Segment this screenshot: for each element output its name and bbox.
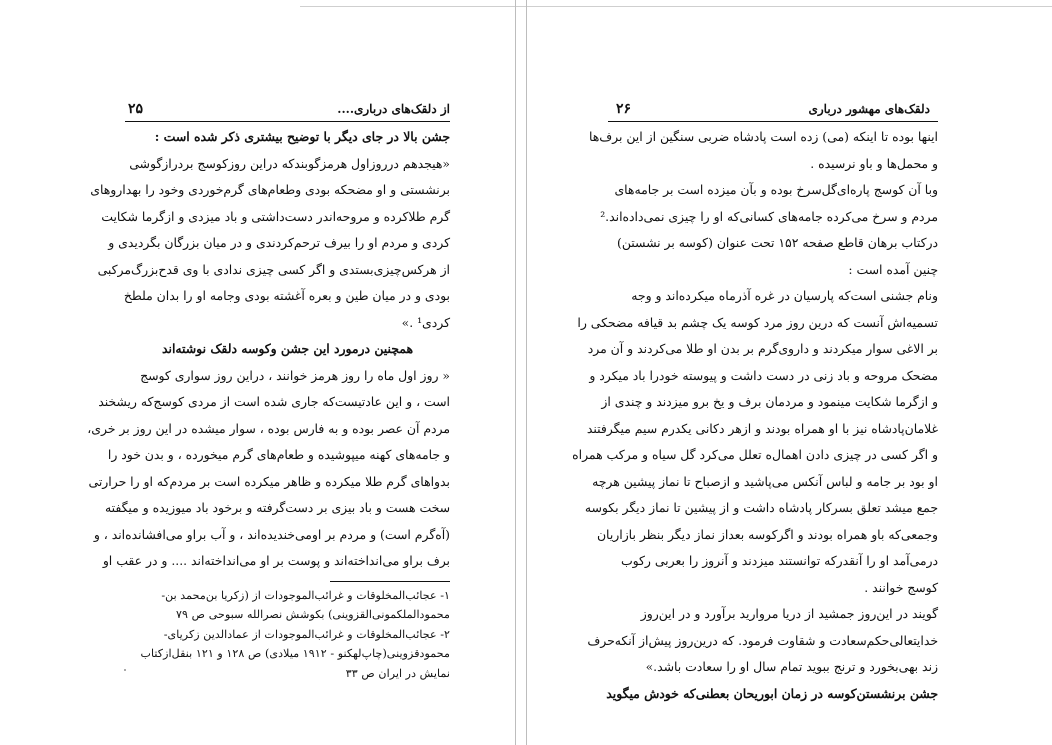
text-line: مردم آن عصر بوده و به فارس بوده ، سوار میشده در این روز بر خری، — [87, 420, 450, 436]
text-line: وبا آن کوسج پاره‌ای‌گل‌سرخ بوده و بآن میزده است بر جامه‌های — [614, 182, 938, 197]
header-title: دلقک‌های مهشور درباری — [808, 102, 930, 116]
text-line: او بود بر جامه و لباس آنکس می‌پاشید و ازصباح تا نماز پیشین هرچه — [592, 473, 938, 489]
footnote-line: محمودالملکمونی‌القزوینی) بکوشش نصرالله سبوحی ص ۷۹ — [176, 608, 450, 621]
text-line: غلامان‌پادشاه نیز با او همراه بودند و ازهر دکانی یکدرم سیم میگرفتند — [586, 420, 938, 436]
text-line: (آه‌گرم است) و مردم بر اومی‌خندیده‌اند ، و آب براو می‌افشانده‌اند ، و — [93, 526, 450, 542]
text-line: است ، و این عادتیست‌که جاری شده است از مردی کوسج‌که ریشخند — [98, 394, 450, 409]
header-title: از دلقک‌های درباری.... — [337, 102, 450, 116]
text-line: و جامه‌های کهنه میپوشیده و طعام‌های گرم میخورده ، و بدن خود را — [107, 447, 450, 462]
spine-line-right — [526, 0, 527, 745]
footnote-line: ۱- عجائب‌المخلوقات و غرائب‌الموجودات از (زکریا بن‌محمد بن- — [161, 588, 450, 602]
text-line: همچنین درمورد این جشن وکوسه دلقک نوشته‌اند — [162, 341, 413, 356]
text-line: کوسج خوانند . — [864, 579, 938, 595]
text-line: درمی‌آمد او را آنقدرکه توانستند میزدند و آنروز را بعربی رکوب — [620, 553, 938, 568]
footnote-rule — [330, 581, 450, 582]
text-line: چنین آمده است : — [848, 261, 938, 277]
text-line: برنشستی و او مضحکه بودی وطعام‌های گرم‌خوردی وخود را بهداروهای — [90, 182, 450, 197]
text-line: و محمل‌ها و باو نرسیده . — [810, 155, 938, 171]
text-line: جشن برنشستن‌کوسه در زمان ابوریحان بعطنی‌که خودش میگوید — [606, 685, 938, 701]
text-line: مضحک مروحه و باد زنی در دست داشت و پیوسته خودرا باد میکرد و — [589, 367, 938, 383]
scan-speck — [124, 669, 126, 671]
text-line: اینها بوده تا اینکه (می) زده است پادشاه ضربی سنگین از این برف‌ها — [588, 129, 938, 144]
footnote-line: محمودقزوینی(چاپ‌لهکنو - ۱۹۱۲ میلادی) ص ۱۲۸ و ۱۲۱ بنقل‌ازکتاب — [140, 647, 450, 660]
page-number: ۲۶ — [616, 101, 632, 117]
text-line: و ازگرما شکایت مینمود و مردمان برف و یخ برو میزدند و چندی از — [601, 394, 938, 409]
text-line: خدایتعالی‌حکم‌سعادت و شقاوت فرمود. که درین‌روز پیش‌از آنکه‌حرف — [587, 632, 938, 648]
text-line: زند بهی‌بخورد و ترنج ببوید تمام سال او را سعادت باشد.» — [645, 659, 938, 674]
left-page — [87, 0, 450, 745]
text-line: جمع میشد تعلق بسرکار پادشاه داشت و از پیشین تا نماز دیگر بکوسه — [584, 500, 938, 515]
body-text — [87, 124, 450, 683]
text-line: و اگر کسی در چیزی دادن اهمال‌ه تعلل می‌کرد گل سیاه و مرکب همراه — [572, 447, 938, 462]
spine-line-left — [515, 0, 516, 745]
text-line: «هیجدهم درروزاول هرمزگوبندکه دراین روزکوسج بردرازگوشی — [129, 155, 450, 171]
footnote-line: نمایش در ایران ص ۳۳ — [345, 666, 450, 680]
text-line: سخت هست و باد بیزی بر دست‌گرفته و برخود باد میوزیده و میگفته — [104, 500, 450, 515]
text-line: از هرکس‌چیزی‌بستدی و اگر کسی چیزی ندادی با وی قدح‌بزرگ‌مرکبی — [97, 261, 450, 277]
text-line: درکتاب برهان قاطع صفحه ۱۵۲ تحت عنوان (کوسه بر نشستن) — [617, 235, 938, 250]
text-line: گرم طلاکرده و مروحه‌اندر دست‌داشتی و باد میزدی و ازگرما شکایت — [101, 208, 450, 224]
text-line: « روز اول ماه را روز هرمز خوانند ، دراین روز سواری کوسج — [140, 367, 450, 383]
text-line: بدواهای گرم طلا میکرده و ظاهر میکرده است بر مردم‌که او را حرارتی — [88, 473, 450, 489]
text-line: تسمیه‌اش آنست که درین روز مرد کوسه یک چشم بد قیافه مضحکی را — [577, 314, 938, 330]
text-line: بودی و در میان طین و بعره آغشته بودی وجامه او را بدان ملطخ — [123, 288, 450, 303]
text-line: بر الاغی سوار میکردند و داروی‌گرم بر بدن او طلا می‌کردند و آن مرد — [587, 341, 938, 356]
footnote-line: ۲- عجائب‌المخلوقات و غرائب‌الموجودات از عمادالدین زکریای- — [163, 627, 450, 641]
text-line: گویند در این‌روز جمشید از دریا مروارید برآورد و در این‌روز — [640, 606, 938, 621]
text-line: کردی و مردم او را بیرف ترحم‌کردندی و در میان بزرگان بگردیدی و — [108, 235, 450, 250]
text-line: مردم و سرخ می‌کرده جامه‌های کسانی‌که او را چیزی نمی‌داده‌اند.² — [600, 208, 938, 224]
running-header — [125, 101, 450, 122]
text-line: وجمعی‌که باو همراه بودند و اگرکوسه بعداز نماز دیگر بنظر بازاریان — [596, 526, 938, 542]
body-text — [572, 124, 938, 707]
text-line: برف براو می‌انداخته‌اند و پوست بر او می‌انداخته‌اند .... و در عقب او — [102, 553, 450, 568]
right-page — [572, 0, 938, 745]
text-line: جشن بالا در جای دیگر با توضیح بیشتری ذکر شده است : — [154, 129, 450, 144]
page-number: ۲۵ — [128, 101, 144, 117]
running-header — [608, 101, 938, 122]
text-line: کردی¹ .» — [401, 314, 450, 330]
text-line: ونام جشنی است‌که پارسیان در غره آذرماه میکرده‌اند و وجه — [631, 288, 938, 303]
